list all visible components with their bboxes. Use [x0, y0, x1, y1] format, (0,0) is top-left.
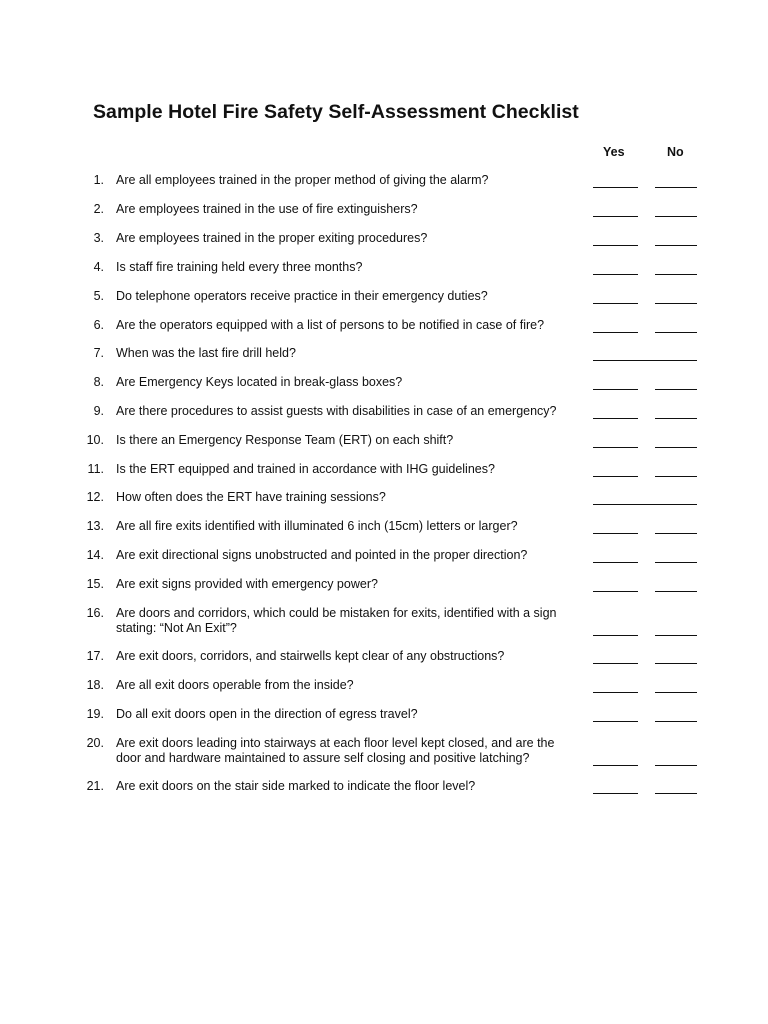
- question-text: Are employees trained in the use of fire extinguishers?: [116, 202, 418, 216]
- question-text: Are employees trained in the proper exiting procedures?: [116, 231, 428, 245]
- yes-answer-blank[interactable]: [593, 216, 638, 217]
- yes-answer-blank[interactable]: [593, 418, 638, 419]
- yes-answer-blank[interactable]: [593, 663, 638, 664]
- question-text: Are Emergency Keys located in break-glass boxes?: [116, 375, 403, 389]
- yes-answer-blank[interactable]: [593, 793, 638, 794]
- question-number: 10.: [86, 433, 104, 447]
- yes-answer-blank[interactable]: [593, 332, 638, 333]
- question-number: 14.: [86, 548, 104, 562]
- question-number: 18.: [86, 678, 104, 692]
- yes-answer-blank[interactable]: [593, 562, 638, 563]
- question-text: Are all employees trained in the proper method of giving the alarm?: [116, 173, 489, 187]
- no-answer-blank[interactable]: [655, 245, 697, 246]
- yes-answer-blank[interactable]: [593, 389, 638, 390]
- yes-answer-blank[interactable]: [593, 187, 638, 188]
- page-title: Sample Hotel Fire Safety Self-Assessment Checklist: [93, 101, 579, 123]
- no-answer-blank[interactable]: [655, 303, 697, 304]
- question-text: Is the ERT equipped and trained in accordance with IHG guidelines?: [116, 462, 495, 476]
- question-number: 19.: [86, 707, 104, 721]
- question-number: 7.: [93, 346, 104, 360]
- question-text: Are exit doors, corridors, and stairwells kept clear of any obstructions?: [116, 649, 505, 663]
- question-number: 12.: [86, 490, 104, 504]
- no-answer-blank[interactable]: [655, 533, 697, 534]
- no-answer-blank[interactable]: [655, 332, 697, 333]
- no-answer-blank[interactable]: [655, 418, 697, 419]
- yes-answer-blank[interactable]: [593, 635, 638, 636]
- no-answer-blank[interactable]: [655, 765, 697, 766]
- question-text: Are all exit doors operable from the inside?: [116, 678, 354, 692]
- question-number: 15.: [86, 577, 104, 591]
- no-answer-blank[interactable]: [655, 389, 697, 390]
- no-column-header: No: [667, 145, 684, 159]
- yes-answer-blank[interactable]: [593, 476, 638, 477]
- yes-answer-blank[interactable]: [593, 765, 638, 766]
- question-number: 9.: [93, 404, 104, 418]
- question-number: 21.: [86, 779, 104, 793]
- question-text: Do telephone operators receive practice in their emergency duties?: [116, 289, 488, 303]
- question-text: Are exit doors leading into stairways at each floor level kept closed, and are the door and hardware maintained to assure self closing and positive latching?: [116, 736, 555, 765]
- yes-answer-blank[interactable]: [593, 692, 638, 693]
- question-number: 1.: [93, 173, 104, 187]
- no-answer-blank[interactable]: [655, 476, 697, 477]
- question-number: 13.: [86, 519, 104, 533]
- question-number: 16.: [86, 606, 104, 620]
- no-answer-blank[interactable]: [655, 562, 697, 563]
- no-answer-blank[interactable]: [655, 793, 697, 794]
- question-number: 20.: [86, 736, 104, 750]
- no-answer-blank[interactable]: [655, 591, 697, 592]
- question-number: 8.: [93, 375, 104, 389]
- no-answer-blank[interactable]: [655, 216, 697, 217]
- no-answer-blank[interactable]: [655, 187, 697, 188]
- question-number: 17.: [86, 649, 104, 663]
- question-text: Are exit signs provided with emergency power?: [116, 577, 378, 591]
- yes-answer-blank[interactable]: [593, 721, 638, 722]
- question-text: Are all fire exits identified with illuminated 6 inch (15cm) letters or larger?: [116, 519, 518, 533]
- yes-column-header: Yes: [603, 145, 625, 159]
- question-text: Are exit doors on the stair side marked to indicate the floor level?: [116, 779, 476, 793]
- yes-answer-blank[interactable]: [593, 274, 638, 275]
- yes-answer-blank[interactable]: [593, 533, 638, 534]
- question-number: 6.: [93, 318, 104, 332]
- question-text: Are exit directional signs unobstructed and pointed in the proper direction?: [116, 548, 528, 562]
- question-text: Is staff fire training held every three months?: [116, 260, 363, 274]
- yes-answer-blank[interactable]: [593, 303, 638, 304]
- no-answer-blank[interactable]: [655, 635, 697, 636]
- no-answer-blank[interactable]: [655, 447, 697, 448]
- question-text: Are the operators equipped with a list of persons to be notified in case of fire?: [116, 318, 545, 332]
- yes-answer-blank[interactable]: [593, 245, 638, 246]
- yes-answer-blank[interactable]: [593, 591, 638, 592]
- no-answer-blank[interactable]: [655, 274, 697, 275]
- question-number: 3.: [93, 231, 104, 245]
- question-number: 4.: [93, 260, 104, 274]
- question-number: 2.: [93, 202, 104, 216]
- question-text: How often does the ERT have training sessions?: [116, 490, 386, 504]
- question-text: When was the last fire drill held?: [116, 346, 296, 360]
- yes-answer-blank[interactable]: [593, 447, 638, 448]
- question-number: 5.: [93, 289, 104, 303]
- answer-blank[interactable]: [593, 360, 697, 361]
- question-text: Are there procedures to assist guests with disabilities in case of an emergency?: [116, 404, 557, 418]
- no-answer-blank[interactable]: [655, 721, 697, 722]
- question-text: Are doors and corridors, which could be mistaken for exits, identified with a sign stating: “Not An Exit”?: [116, 606, 557, 635]
- no-answer-blank[interactable]: [655, 663, 697, 664]
- question-number: 11.: [87, 462, 104, 476]
- no-answer-blank[interactable]: [655, 692, 697, 693]
- answer-blank[interactable]: [593, 504, 697, 505]
- question-text: Do all exit doors open in the direction of egress travel?: [116, 707, 418, 721]
- question-text: Is there an Emergency Response Team (ERT) on each shift?: [116, 433, 454, 447]
